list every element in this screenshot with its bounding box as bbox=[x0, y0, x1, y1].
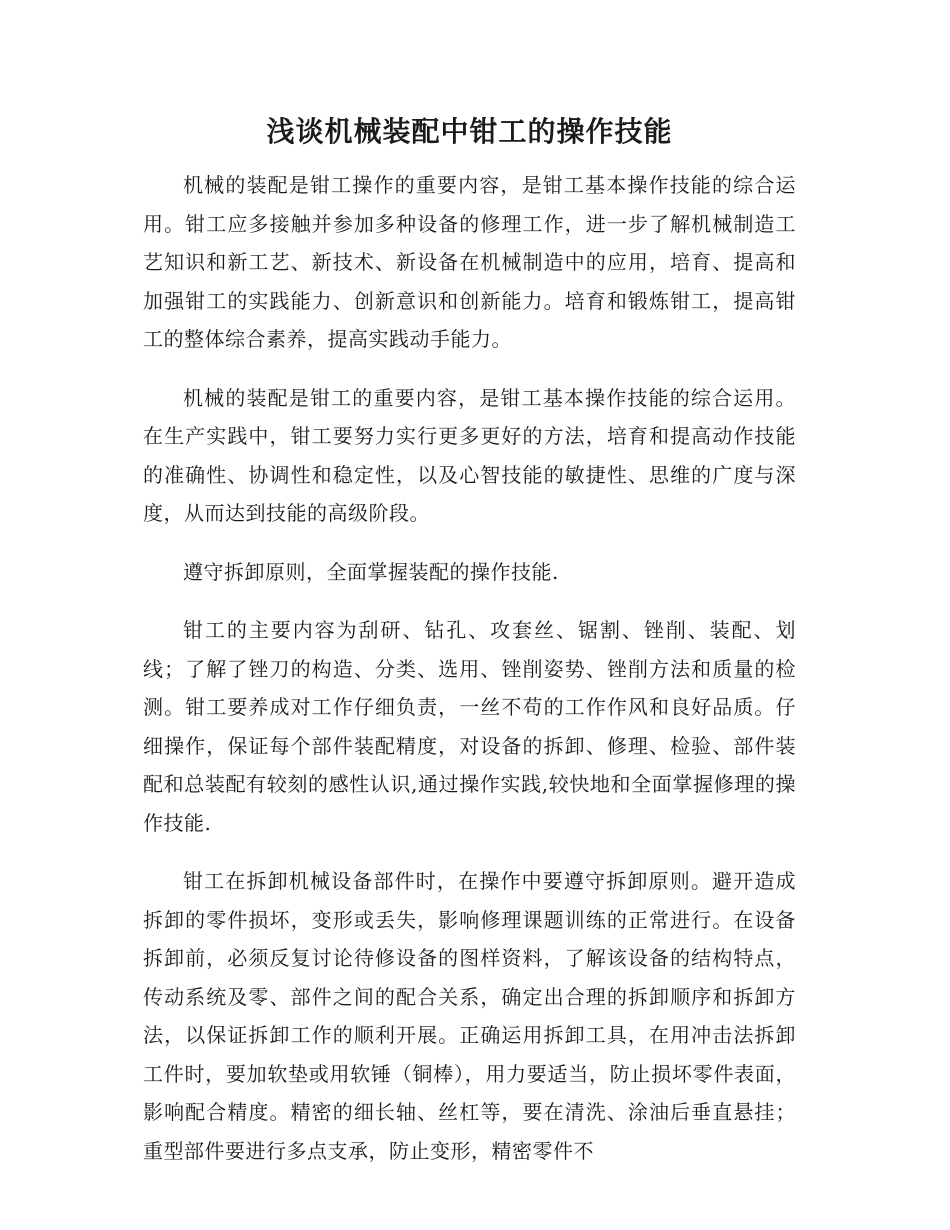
paragraph-2: 机械的装配是钳工的重要内容，是钳工基本操作技能的综合运用。在生产实践中，钳工要努力实行更多更好的方法，培育和提高动作技能的准确性、协调性和稳定性，以及心智技能的敏捷性、思维的广度与深度，从而达到技能的高级阶段。 bbox=[143, 385, 796, 525]
paragraph-4: 钳工的主要内容为刮研、钻孔、攻套丝、锯割、锉削、装配、划线；了解了锉刀的构造、分类、选用、锉削姿势、锉削方法和质量的检测。钳工要养成对工作仔细负责，一丝不苟的工作作风和良好品质。仔细操作，保证每个部件装配精度，对设备的拆卸、修理、检验、部件装配和总装配有较刻的感性认识,通过操作实践,较快地和全面掌握修理的操作技能. bbox=[143, 618, 796, 835]
paragraph-1: 机械的装配是钳工操作的重要内容，是钳工基本操作技能的综合运用。钳工应多接触并参加多种设备的修理工作，进一步了解机械制造工艺知识和新工艺、新技术、新设备在机械制造中的应用，培育、提高和加强钳工的实践能力、创新意识和创新能力。培育和锻炼钳工，提高钳工的整体综合素养，提高实践动手能力。 bbox=[143, 173, 796, 351]
paragraph-3: 遵守拆卸原则，全面掌握装配的操作技能. bbox=[183, 559, 559, 584]
document-title: 浅谈机械装配中钳工的操作技能 bbox=[266, 115, 673, 148]
paragraph-5: 钳工在拆卸机械设备部件时，在操作中要遵守拆卸原则。避开造成拆卸的零件损坏，变形或丢失，影响修理课题训练的正常进行。在设备拆卸前，必须反复讨论待修设备的图样资料，了解该设备的结构特点，传动系统及零、部件之间的配合关系，确定出合理的拆卸顺序和拆卸方法，以保证拆卸工作的顺利开展。正确运用拆卸工具，在用冲击法拆卸工件时，要加软垫或用软锤（铜棒），用力要适当，防止损坏零件表面，影响配合精度。精密的细长轴、丝杠等，要在清洗、涂油后垂直悬挂；重型部件要进行多点支承，防止变形，精密零件不 bbox=[143, 869, 796, 1163]
